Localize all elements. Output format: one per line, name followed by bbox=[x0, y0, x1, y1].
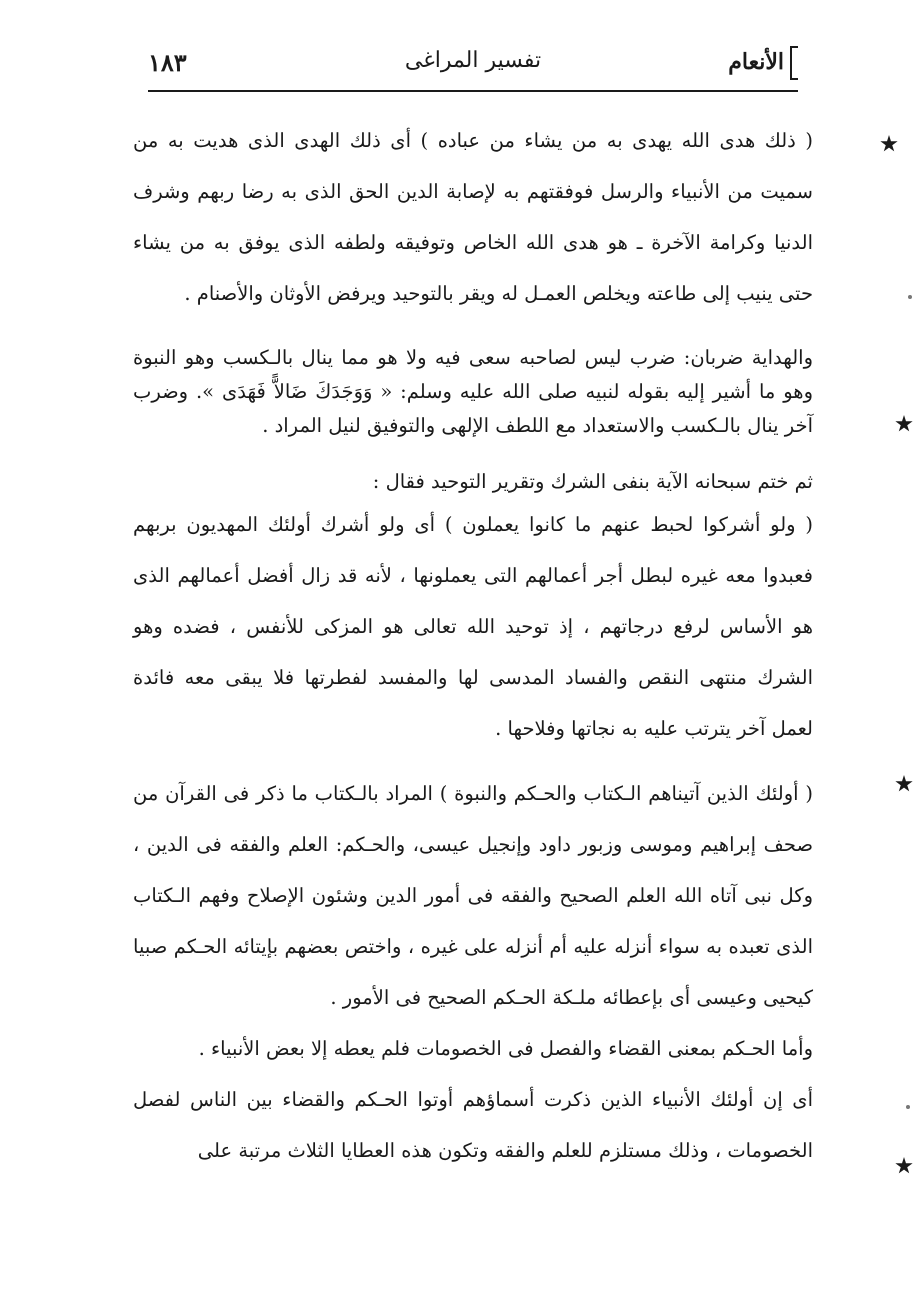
star-mark-icon bbox=[895, 775, 913, 793]
paragraph-gap bbox=[133, 754, 813, 768]
paragraph: ( أولئك الذين آتيناهم الـكتاب والحـكم والنبوة ) المراد بالـكتاب ما ذكر فى القرآن من صحف إبراهيم وموسى وزبور داود وإنجيل عيسى، والحـكم: العلم والفقه فى الدين ، وكل نبى آتاه الله العلم الصحيح والفقه فى أمور الدين وشئون الإصلاح وفهم الـكتاب الذى تعبده به سواء أنزله عليه أم أنزله على غيره ، واختص بعضهم بإيتائه الحـكم صبيا كيحيى وعيسى أى بإعطائه ملـكة الحـكم الصحيح فى الأمور . bbox=[133, 782, 813, 1009]
paragraph: أى إن أولئك الأنبياء الذين ذكرت أسماؤهم أوتوا الحـكم والقضاء بين الناس لفصل الخصومات ، وذلك مستلزم للعلم والفقه وتكون هذه العطايا الثلاث مرتبة على bbox=[133, 1088, 813, 1162]
scan-speck bbox=[908, 295, 912, 299]
star-mark-icon bbox=[880, 135, 898, 153]
star-mark-icon bbox=[895, 1157, 913, 1175]
paragraph: والهداية ضربان: ضرب ليس لصاحبه سعى فيه ولا هو مما ينال بالـكسب وهو النبوة وهو ما أشير إليه بقوله لنبيه صلى الله عليه وسلم: « وَوَجَدَكَ ضَالاًّ فَهَدَى ». وضرب آخر ينال بالـكسب والاستعداد مع اللطف الإلهى والتوفيق لنيل المراد . bbox=[133, 346, 813, 437]
sura-name bbox=[728, 46, 798, 80]
book-title: تفسير المراغى bbox=[404, 48, 542, 73]
paragraph-gap bbox=[133, 443, 813, 465]
scan-speck bbox=[906, 1105, 910, 1109]
star-mark-icon bbox=[895, 415, 913, 433]
paragraph: وأما الحـكم بمعنى القضاء والفصل فى الخصومات فلم يعطه إلا بعض الأنبياء . bbox=[198, 1037, 813, 1060]
page-number: ١٨٣ bbox=[148, 48, 187, 77]
sura-name-text: الأنعام bbox=[728, 49, 784, 75]
paragraph: ثم ختم سبحانه الآية بنفى الشرك وتقرير التوحيد فقال : bbox=[372, 470, 813, 493]
header-bracket bbox=[790, 46, 798, 80]
page-body bbox=[133, 115, 813, 1176]
paragraph: ( ولو أشركوا لحبط عنهم ما كانوا يعملون ) أى ولو أشرك أولئك المهديون بربهم فعبدوا معه غيره لبطل أجر أعمالهم التى يعملونها ، لأنه قد زال أفضل أعمالهم الذى هو الأساس لرفع درجاتهم ، إذ توحيد الله تعالى هو المزكى للأنفس ، فضده وهو الشرك منتهى النقص والفساد المدسى لها والمفسد لفطرتها فلا يبقى معه فائدة لعمل آخر يترتب عليه به نجاتها وفلاحها . bbox=[133, 513, 813, 740]
paragraph: ( ذلك هدى الله يهدى به من يشاء من عباده ) أى ذلك الهدى الذى هديت به من سميت من الأنبياء والرسل فوفقتهم به لإصابة الدين الحق الذى به رضا ربهم وشرف الدنيا وكرامة الآخرة ـ هو هدى الله الخاص وتوفيقه ولطفه الذى يوفق به من يشاء حتى ينيب إلى طاعته ويخلص العمـل له ويقر بالتوحيد ويرفض الأوثان والأصنام . bbox=[133, 129, 813, 305]
paragraph-gap bbox=[133, 319, 813, 341]
page-header bbox=[148, 40, 798, 92]
